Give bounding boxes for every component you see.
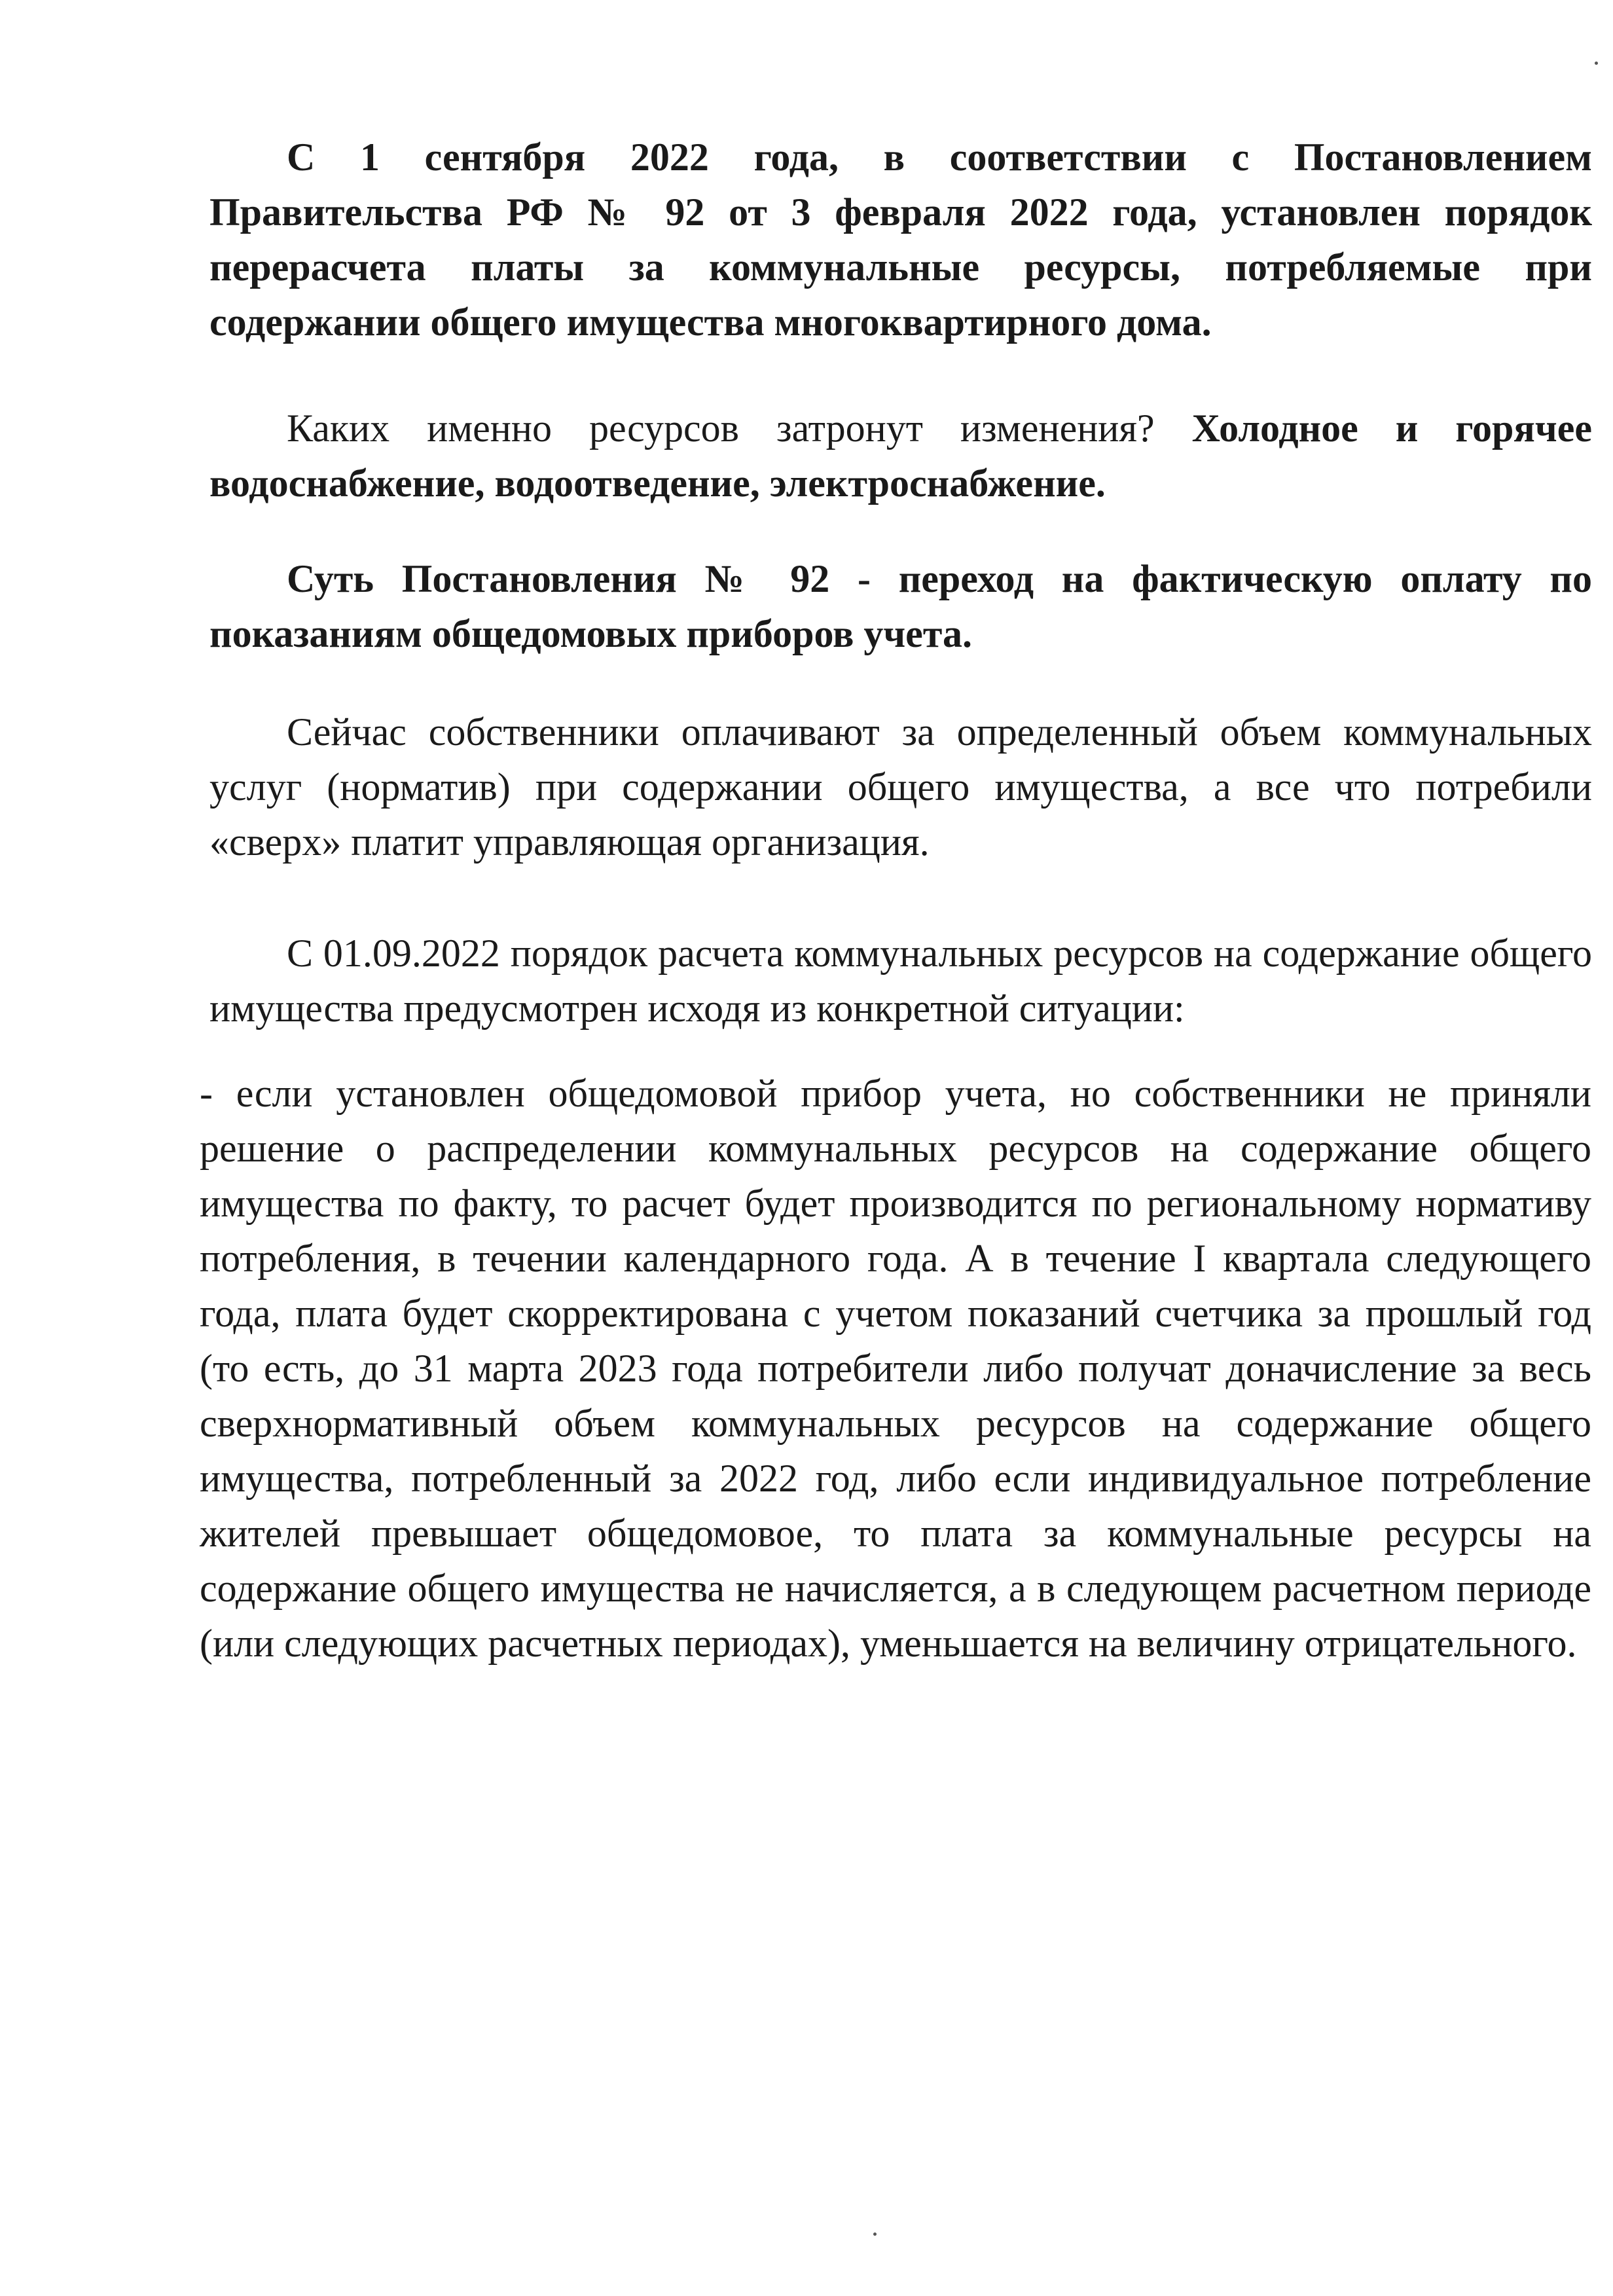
paragraph-new-order: С 01.09.2022 порядок расчета коммунальных ресурсов на содержание общего имущества предусмотрен исходя из конкретной ситуации: <box>209 932 1592 1030</box>
resources-question: Каких именно ресурсов затронут изменения? <box>287 407 1155 450</box>
resources-answer: Холодное и горячее водоснабжение, водоотведение, электроснабжение. <box>209 407 1592 505</box>
paragraph-essence: Суть Постановления № 92 - переход на фактическую оплату по показаниям общедомовых приборов учета. <box>209 557 1592 655</box>
paragraph-case-list-item: - если установлен общедомовой прибор учета, но собственники не приняли решение о распределении коммунальных ресурсов на содержание общего имущества по факту, то расчет будет производится по региональному нормативу потребления, в течении календарного года. А в течение I квартала следующего года, плата будет скорректирована с учетом показаний счетчика за прошлый год (то есть, до 31 марта 2023 года потребители либо получат доначисление за весь сверхнормативный объем коммунальных ресурсов на содержание общего имущества, потребленный за 2022 год, либо если индивидуальное потребление жителей превышает общедомовое, то плата за коммунальные ресурсы на содержание общего имущества не начисляется, а в следующем расчетном периоде (или следующих расчетных периодах), уменьшается на величину отрицательного. <box>200 1072 1591 1665</box>
paragraph-intro: С 1 сентября 2022 года, в соответствии с Постановлением Правительства РФ № 92 от 3 февраля 2022 года, установлен порядок перерасчета платы за коммунальные ресурсы, потребляемые при содержании общего имущества многоквартирного дома. <box>209 136 1592 344</box>
scan-speck <box>1595 62 1598 65</box>
scan-speck <box>873 2232 877 2236</box>
paragraph-current-state: Сейчас собственники оплачивают за определенный объем коммунальных услуг (норматив) при содержании общего имущества, а все что потребили «сверх» платит управляющая организация. <box>209 710 1592 864</box>
paragraph-resources <box>209 401 1592 511</box>
